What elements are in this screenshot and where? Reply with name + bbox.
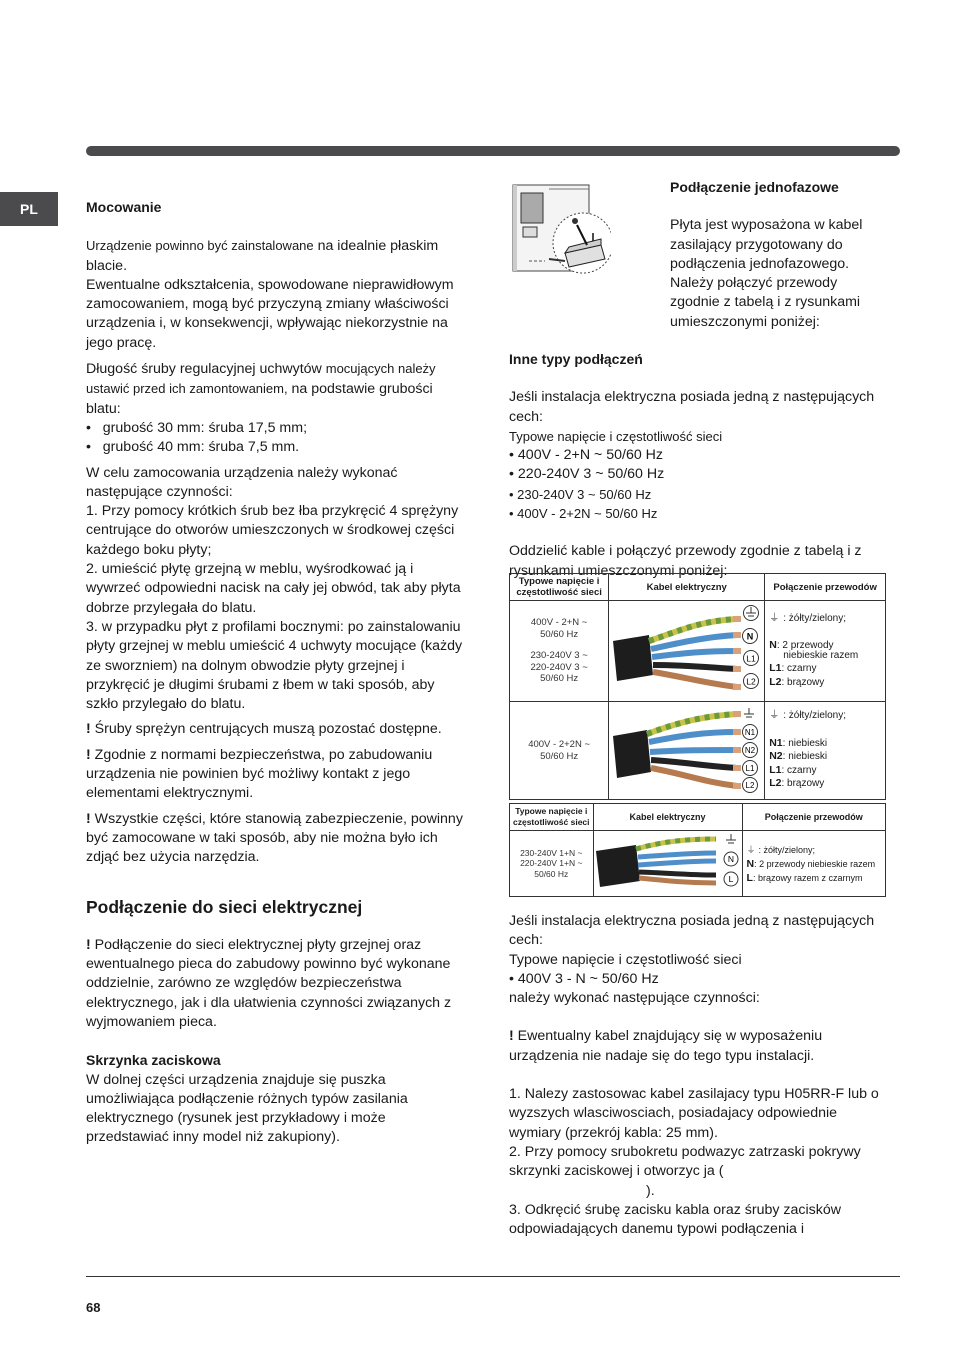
ground-icon: ⏚ (769, 612, 780, 624)
p2-step-2: 2. Przy pomocy srubokretu podwazyc zatrzaski pokrywy skrzynki zaciskowej i otworzyc ja ( (509, 1143, 861, 1180)
t2-l-key: L (746, 871, 753, 884)
terminal-n2: N2 (745, 746, 756, 755)
mocowanie-p1-small: Urządzenie powinno być zainstalowane (86, 238, 314, 254)
warning-mark: ! (86, 810, 91, 827)
header-bar (86, 146, 900, 156)
wiring-table-2 (509, 803, 886, 897)
p2-step-2-end: ). (646, 1182, 655, 1199)
skrzynka-heading: Skrzynka zaciskowa (86, 1052, 221, 1069)
warning-1-text: Śruby sprężyn centrujących muszą pozostać dostępne. (90, 721, 442, 738)
jednofazowe-heading: Podłączenie jednofazowe (670, 179, 839, 195)
mocowanie-p3-b: mocujących należy ustawić przed ich zamontowaniem, (86, 361, 436, 397)
r2-voltage-b: 50/60 Hz (540, 750, 579, 762)
voltage-option-4: • 400V - 2+2N ~ 50/60 Hz (509, 506, 658, 522)
r2-n2-value: : niebieski (782, 751, 828, 763)
t2-voltage-b: 220-240V 1+N ~ (520, 858, 583, 869)
p2-step-3: 3. Odkręcić śrubę zacisku kabla oraz śruby zacisków odpowiadających danemu typowi podłączenia i (509, 1201, 841, 1238)
r2-l2-value: : brązowy (781, 778, 825, 790)
cable-3-wire-diagram (594, 831, 742, 891)
r2-ground-text: : żółty/zielony; (783, 710, 847, 722)
warning-2-text: Zgodnie z normami bezpieczeństwa, po zabudowaniu urządzenia nie powinien być możliwy kontakt z jego elementami elektrycznymi. (86, 746, 433, 802)
inne-heading: Inne typy podłączeń (509, 351, 643, 367)
p2-do: należy wykonać następujące czynności: (509, 990, 760, 1007)
separate-instruction: Oddzielić kable i połączyć przewody zgodnie z tabelą i z rysunkami umieszczonymi poniżej: (509, 543, 862, 579)
r1-voltage-b: 50/60 Hz (540, 628, 579, 640)
r1-l2-value: : brązowy (781, 676, 825, 688)
left-column (86, 198, 466, 1148)
r2-voltage-a: 400V - 2+2N ~ (528, 739, 590, 750)
inne-block (509, 350, 889, 581)
r1-voltage-c: 230-240V 3 ~ (530, 650, 588, 662)
terminal-n1: N1 (745, 728, 756, 737)
r1-l1-key: L1 (769, 662, 782, 675)
inne-subheading: Typowe napięcie i częstotliwość sieci (509, 428, 723, 444)
table2-row-cable (593, 831, 742, 897)
r2-n2-key: N2 (769, 750, 783, 763)
terminal-l1: L1 (746, 653, 756, 664)
jednofazowe-block (670, 178, 890, 332)
t2-ground-text: : żółty/zielony; (758, 844, 816, 855)
table1-row2-connection (765, 702, 886, 800)
wiring-table-1 (509, 573, 886, 800)
t2-n-value: : 2 przewody niebieskie razem (754, 858, 876, 869)
warning-1 (86, 720, 466, 739)
p2-warning (509, 1027, 889, 1066)
r1-voltage-a: 400V - 2+N ~ (530, 617, 588, 629)
table1-header-voltage: Typowe napięcie i częstotliwość sieci (510, 574, 609, 601)
inne-intro: Jeśli instalacja elektryczna posiada jedną z następujących cech: (509, 389, 875, 425)
p2-warning-text: Ewentualny kabel znajdujący się w wyposażeniu urządzenia nie nadaje się do tego typu instalacji. (509, 1028, 823, 1064)
r1-voltage-e: 50/60 Hz (540, 673, 579, 685)
warning-3-text: Wszystkie części, które stanowią zabezpieczenie, powinny być zamocowane w taki sposób, aby nie można było ich zdjąć bez użycia narzędzia. (86, 810, 463, 866)
t2-l-value: : brązowy razem z czarnym (752, 872, 863, 883)
r1-l1-value: : czarny (781, 663, 817, 675)
terminal-n: N (727, 854, 734, 864)
warning-mark: ! (86, 936, 91, 953)
table1-row2-voltage (510, 702, 609, 800)
warning-mark: ! (509, 1028, 514, 1045)
language-tab-label: PL (20, 201, 38, 217)
table2-row-voltage (510, 831, 594, 897)
table1-row2-cable (609, 702, 765, 800)
t2-voltage-c: 50/60 Hz (534, 868, 569, 879)
t2-n-key: N (746, 857, 755, 870)
mocowanie-paragraph-2: Ewentualne odkształcenia, spowodowane nieprawidłowym zamocowaniem, mogą być przyczyną zmiany właściwości urządzenia i, w konsekwencji, wpływając niekorzystnie na jego pracę. (86, 276, 454, 351)
cable-5-wire-diagram (609, 702, 764, 794)
table1-row1-cable (609, 601, 765, 702)
skrzynka-text: W dolnej części urządzenia znajduje się puszka umożliwiająca podłączenie różnych typów zasilania elektrycznego (rysunek jest przykładowy i może przedstawiać inny model niż zakupiony). (86, 1071, 408, 1146)
warning-mark: ! (86, 746, 91, 763)
mocowanie-paragraph-3 (86, 359, 466, 419)
r2-n1-value: : niebieski (782, 737, 828, 749)
p2-voltage: • 400V 3 - N ~ 50/60 Hz (509, 970, 659, 987)
terminal-l: L (728, 874, 733, 884)
warning-mark: ! (86, 721, 91, 738)
p2-intro: Jeśli instalacja elektryczna posiada jedną z następujących cech: (509, 913, 875, 949)
table1-header-connection: Połączenie przewodów (765, 574, 886, 601)
mocowanie-paragraph-1 (86, 236, 466, 276)
table2-row-connection (742, 831, 885, 897)
page-number: 68 (86, 1300, 101, 1315)
mocowanie-p3-c: na podstawie grubości blatu: (86, 381, 433, 417)
terminal-box-illustration (509, 181, 611, 277)
table1-row1-connection (765, 601, 886, 702)
ground-icon: ⏚ (769, 710, 780, 722)
language-tab (0, 192, 58, 226)
p2-subheading: Typowe napięcie i częstotliwość sieci (509, 951, 742, 968)
r2-l1-value: : czarny (781, 764, 817, 776)
electric-warning (86, 936, 466, 1032)
r1-n-value: : 2 przewody (776, 640, 834, 652)
table1-header-cable: Kabel elektryczny (609, 574, 765, 601)
r1-n-value-2: niebieskie razem (783, 649, 859, 661)
mocowanie-p1-rest: na idealnie płaskim blacie. (86, 238, 439, 274)
terminal-l1: L1 (745, 764, 755, 773)
r1-n-key: N (769, 639, 777, 652)
voltage-option-2: • 220-240V 3 ~ 50/60 Hz (509, 466, 665, 483)
terminal-n: N (746, 631, 754, 642)
terminal-l2: L2 (746, 676, 756, 687)
bullet-thickness-30: • grubość 30 mm: śruba 17,5 mm; (86, 419, 308, 436)
electric-heading: Podłączenie do sieci elektrycznej (86, 896, 363, 917)
steps-intro: W celu zamocowania urządzenia należy wykonać następujące czynności: (86, 464, 398, 500)
p2-block (509, 912, 889, 1239)
ground-icon: ⏚ (746, 844, 756, 855)
table2-header-voltage: Typowe napięcie i częstotliwość sieci (510, 804, 594, 831)
warning-2 (86, 746, 466, 804)
terminal-l2: L2 (745, 781, 755, 790)
voltage-option-1: • 400V - 2+N ~ 50/60 Hz (509, 447, 664, 464)
r2-l1-key: L1 (769, 763, 782, 776)
mocowanie-heading: Mocowanie (86, 199, 162, 215)
t2-voltage-a: 230-240V 1+N ~ (520, 847, 583, 858)
r2-n1-key: N1 (769, 736, 783, 749)
table2-header-cable: Kabel elektryczny (593, 804, 742, 831)
r2-l2-key: L2 (769, 777, 782, 790)
step-1: 1. Przy pomocy krótkich śrub bez łba przykręcić 4 sprężyny centrujące do otworów umieszczonych w środkowej części każdego boku płyty; (86, 503, 459, 558)
electric-warning-text: Podłączenie do sieci elektrycznej płyty grzejnej oraz ewentualnego pieca do zabudowy powinno być wykonane oddzielnie, zarówno ze względów bezpieczeństwa elektrycznego, jak i dla ułatwienia czynności związanych z wyjmowaniem pieca. (86, 936, 452, 1030)
footer-rule (86, 1276, 900, 1277)
step-3: 3. w przypadku płyt z profilami bocznymi: po zainstalowaniu płyty grzejnej w meblu umieścić 4 uchwyty mocujące (każdy ze sworzniem) na dolnym obwodzie płyty grzejnej i przykręcić je długimi śrubami z łbem w taki sposób, aby szkło przylegało do blatu. (86, 618, 463, 713)
warning-3 (86, 810, 466, 868)
r1-l2-key: L2 (769, 675, 782, 688)
bullet-thickness-40: • grubość 40 mm: śruba 7,5 mm. (86, 439, 300, 456)
step-2: 2. umieścić płytę grzejną w meblu, wyśrodkować ją i wywrzeć odpowiedni nacisk na cały jej obwód, tak aby płyta dobrze przylegała do blatu. (86, 561, 461, 616)
r1-voltage-d: 220-240V 3 ~ (530, 661, 588, 673)
cable-4-wire-diagram (609, 601, 764, 696)
table2-header-connection: Połączenie przewodów (742, 804, 885, 831)
p2-step-1: 1. Nalezy zastosowac kabel zasilajacy typu H05RR-F lub o wyzszych wlasciwosciach, posiadajacy odpowiednie wymiary (przekrój kabla: 25 mm). (509, 1086, 879, 1141)
mocowanie-p3-a: Długość śruby regulacyjnej uchwytów (86, 361, 326, 378)
jednofazowe-text: Płyta jest wyposażona w kabel zasilający przygotowany do podłączenia jednofazowego. Należy połączyć przewody zgodnie z tabelą i z rysunkami umieszczonymi poniżej: (670, 217, 863, 330)
voltage-option-3: • 230-240V 3 ~ 50/60 Hz (509, 486, 652, 502)
table1-row1-voltage (510, 601, 609, 702)
r1-ground-text: : żółty/zielony; (783, 612, 847, 624)
